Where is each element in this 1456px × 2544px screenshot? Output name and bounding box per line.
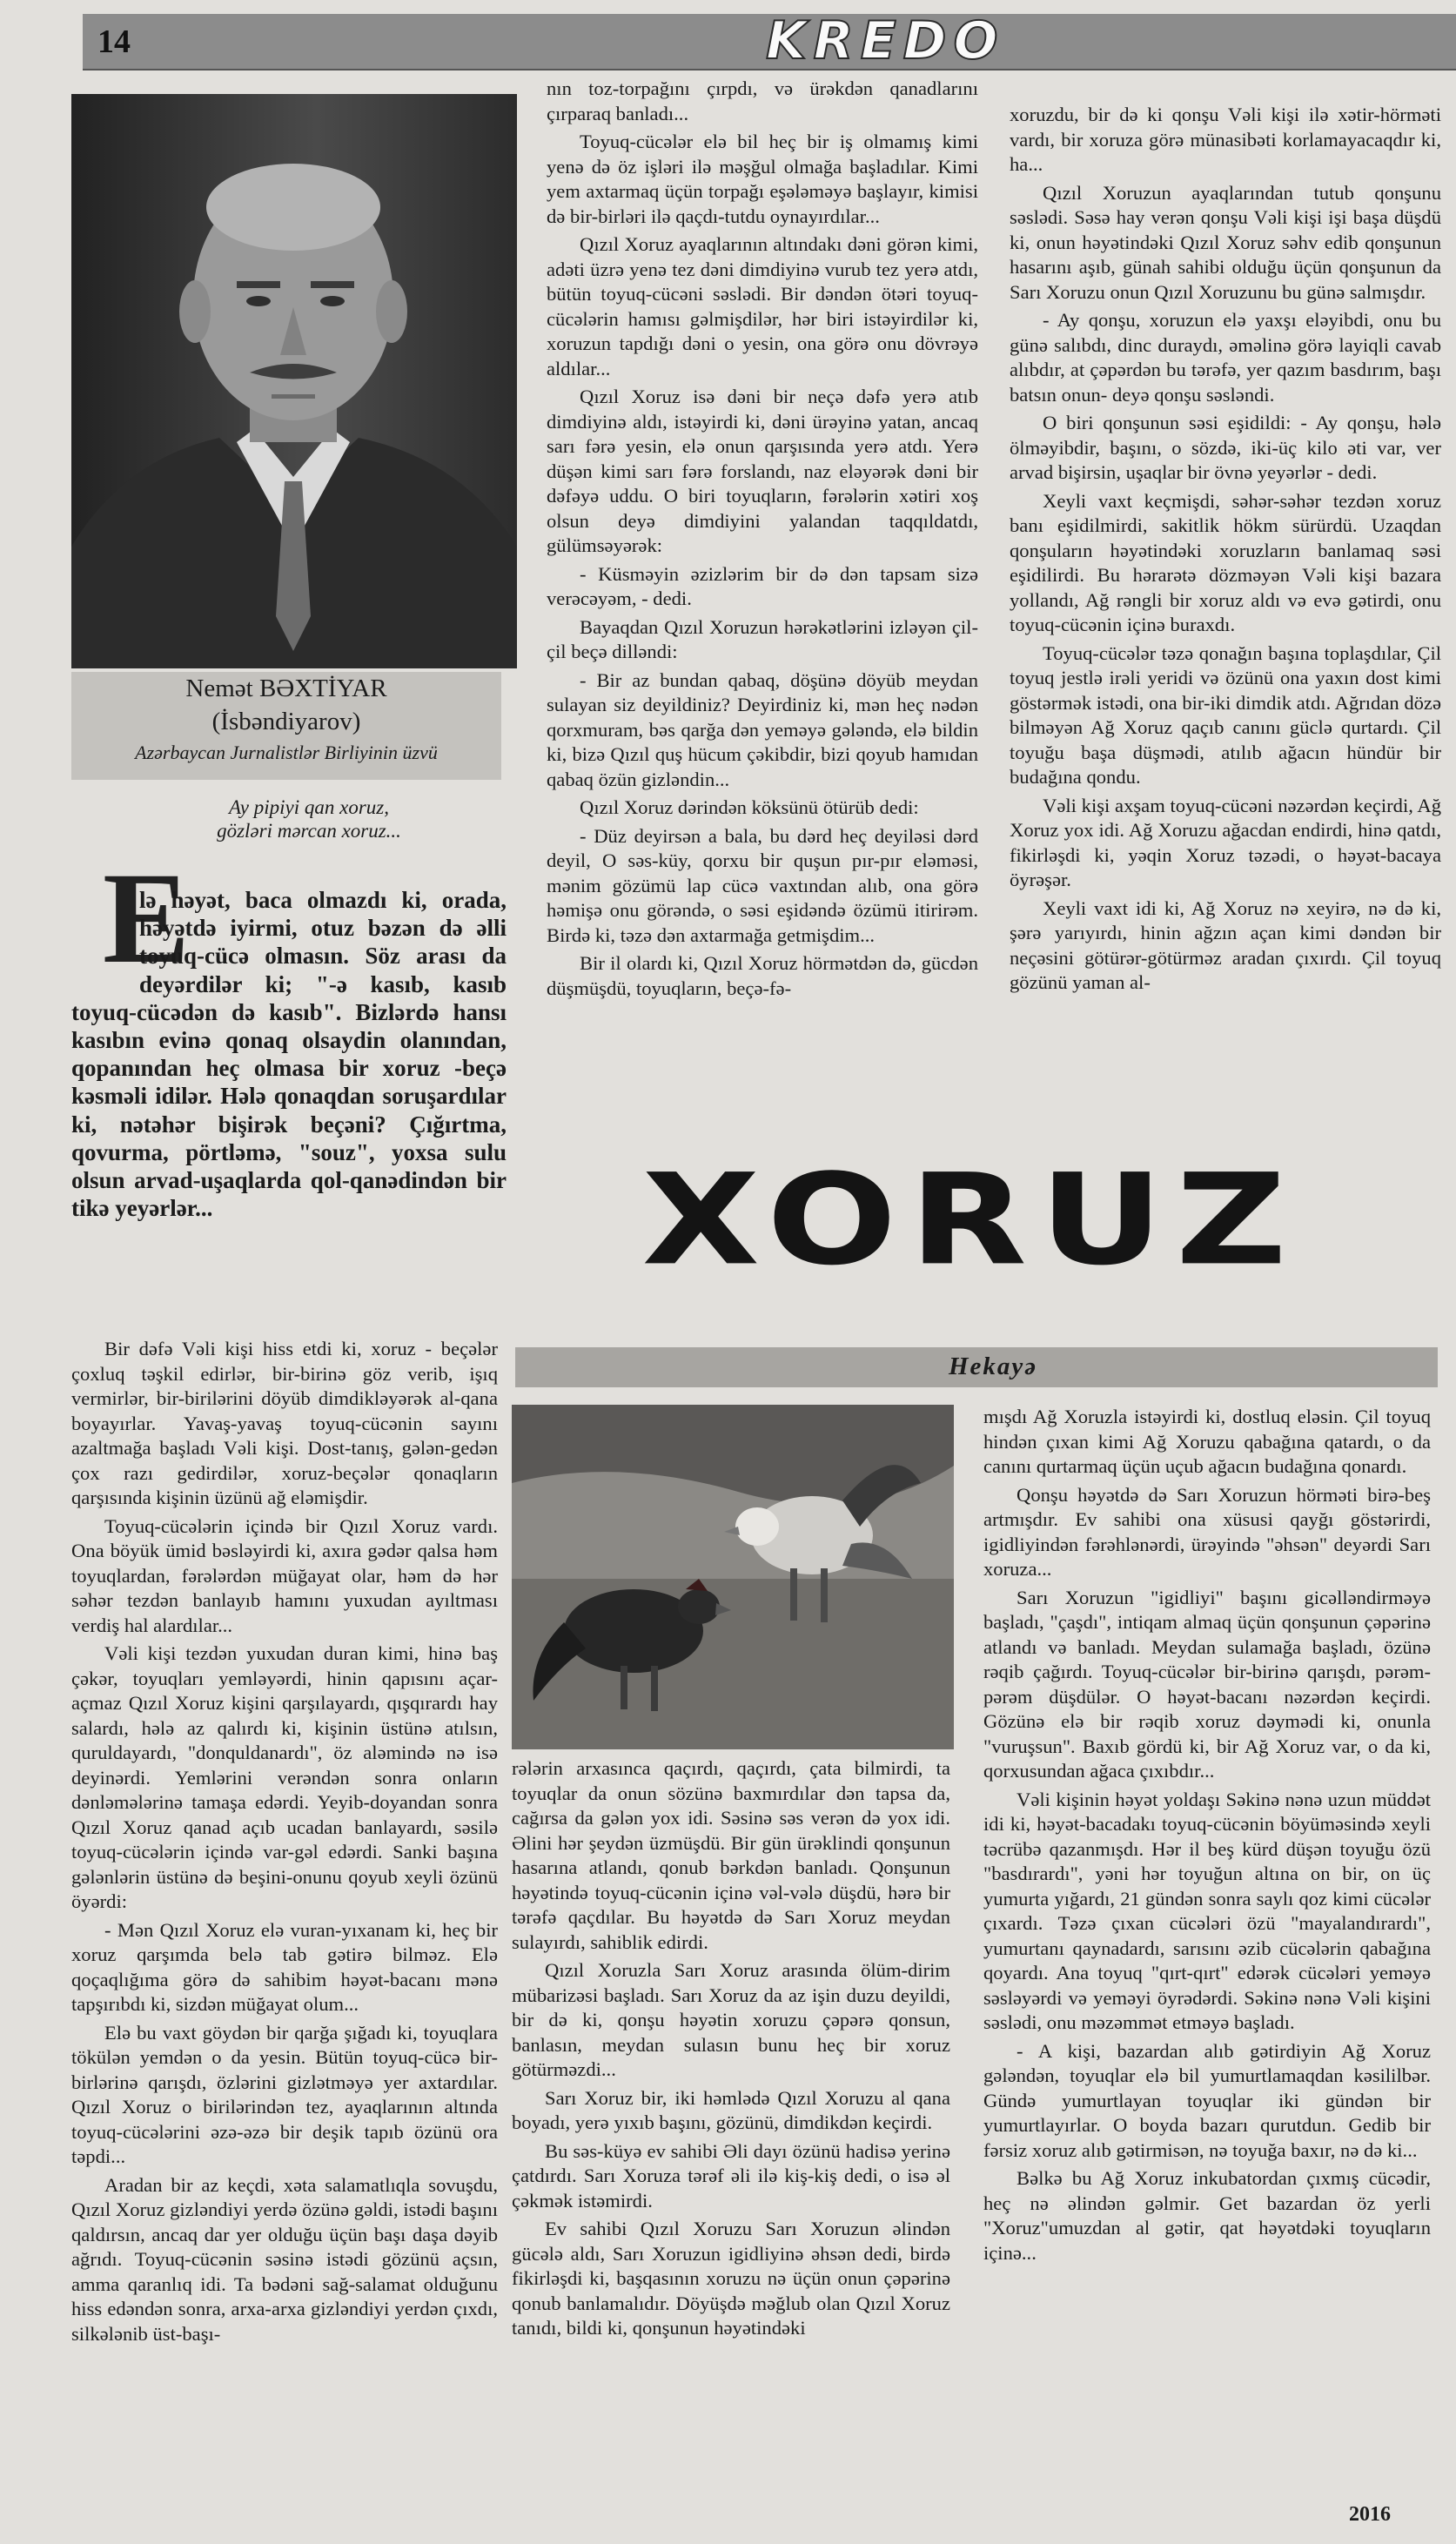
article-paragraph: Toyuq-cücələr elə bil heç bir iş olmamış kimi yenə də öz işləri ilə məşğul olmağa başladılar. Kimi yem axtarmaq üçün torpağı eşələməyə başlayır, kimisi də bir-birləri ilə qaçdı-tutdu oynayırdılar...: [547, 131, 978, 227]
article-paragraph: Vəli kişi axşam toyuq-cücəni nəzərdən keçirdi, Ağ Xoruz yox idi. Ağ Xoruzu ağacdan endirdi, hinə qatdı, fikirləşdi ki, yəqin Xoruz təzədi, o həyət-bacaya öyrəşər.: [1010, 794, 1441, 890]
article-paragraph: - Mən Qızıl Xoruz elə vuran-yıxanam ki, heç bir xoruz qarşımda belə tab gətirə bilməz. Elə qoçaqlığıma görə də sahibim həyət-bacanı mənə tapşırıbdı ki, sizdən müğayat olum...: [71, 1918, 498, 2015]
article-paragraph: Sarı Xoruzun "igidliyi" başını gicəlləndirməyə başladı, "çaşdı", intiqam almaq üçün qonşunun çəpərinə atlandı və banladı. Meydan sulamağa başladı, özünə rəqib çağırdı. Toyuq-cücələr bir-birinə qarışdı, pərəm-pərəm düşdülər. O həyət-bacanı nəzərdən keçirdi. Gözünə elə bir rəqib xoruz dəymədi ki, onunla "vuruşsun". Baxıb gördü ki, bir Ağ Xoruz var, o da ki, qorxusundan ağaca çıxıbdır...: [983, 1586, 1431, 1782]
footer-year: 2016: [1349, 2503, 1391, 2526]
author-alt-name: (İsbəndiyarov): [211, 708, 361, 735]
epigraph-line: gözləri mərcan xoruz...: [217, 820, 401, 842]
epigraph-line: Ay pipiyi qan xoruz,: [229, 796, 389, 818]
article-paragraph: mışdı Ağ Xoruzla istəyirdi ki, dostluq eləsin. Çil toyuq hindən çıxan kimi Ağ Xoruzu qabağına qatardı, o da canını qurtarmaq üçün uçub ağacın budağına qonardı.: [983, 1406, 1431, 1477]
article-column-2-bottom: [512, 1756, 950, 2496]
article-paragraph: Xeyli vaxt keçmişdi, səhər-səhər tezdən xoruz banı eşidilmirdi, sakitlik hökm sürürdü. Uzaqdan qonşuların həyətindəki xoruzların banlamaq səsi eşidilirdi. Bu hərarətə dözməyən Vəli kişi bazara yollandı, Ağ rəngli bir xoruz aldı və evə gətirdi, onu toyuq-cücənin içinə buraxdı.: [1010, 489, 1441, 635]
intro-paragraph: [71, 886, 507, 1222]
article-paragraph: Xeyli vaxt idi ki, Ağ Xoruz nə xeyirə, nə də ki, şərə yarıyırdı, hinin ağzın açan kimi dəndən bir neçəsini götürər-götürməz aradan çıxırdı. Çil toyuq gözünü yaman al-: [1010, 896, 1441, 993]
article-paragraph: - A kişi, bazardan alıb gətirdiyin Ağ Xoruz gələndən, toyuqlar elə bil yumurtlamaqdan kəsililbər. Gündə yumurtlayan toyuqlar iki gündən bir yumurtlayırlar. O boyda bazarı qurutdun. Gedib bir fərsiz xoruz alıb gətirmisən, nə toyuğa baxır, nə də ki...: [983, 2039, 1431, 2161]
article-paragraph: - Ay qonşu, xoruzun elə yaxşı eləyibdi, onu bu günə salıbdı, dinc duraydı, əməlinə görə layiqli cavab alıbdır, at çəpərdən bu tərəfə, yer qazım basdırım, başı batsın onun- deyə qonşu səsləndi.: [1010, 309, 1441, 406]
article-paragraph: nın toz-torpağını çırpdı, və ürəkdən qanadlarını çırparaq banladı...: [547, 77, 978, 124]
drop-cap: E: [103, 846, 191, 990]
article-paragraph: O biri qonşunun səsi eşidildi: - Ay qonşu, hələ ölməyibdir, başını, o sözdə, iki-üç kilo əti var, ver arvad bişirsin, uşaqlar bir övnə yeyərlər - dedi.: [1010, 412, 1441, 483]
fighting-roosters-photo: [512, 1405, 954, 1749]
author-portrait-icon: [71, 94, 517, 668]
article-column-1: [71, 1337, 498, 2494]
roosters-icon: [512, 1405, 954, 1749]
article-paragraph: Toyuq-cücələr təzə qonağın başına toplaşdılar, Çil toyuq jestlə irəli yeridi və özünü ona yaxın dost kimi göstərmək istədi, ona bir-iki dimdik atdı. Ağrıdan dözə bilməyən Ağ Xoruz qaçıb canını güclə qurtardı. Çil toyuğu başa düşmədi, atılıb ağacın hündür bir budağına qondu.: [1010, 641, 1441, 788]
article-paragraph: Qızıl Xoruz ayaqlarının altındakı dəni görən kimi, adəti üzrə yenə tez dəni dimdiyinə vurub tez yerə atdı, bütün toyuq-cücəni səslədi. Bir dəndən ötəri toyuq-cücələrin hamısı gəlmişdilər, hər biri istəyirdilər ki, xoruzun tapdığı dəni o yesin, ona görə onu dövrəyə aldılar...: [547, 233, 978, 379]
article-paragraph: Bəlkə bu Ağ Xoruz inkubatordan çıxmış cücədir, heç nə əlindən gəlmir. Get bazardan öz yerli "Xoruz"umuzdan al gətir, qat həyətdəki toyuqların içinə...: [983, 2167, 1431, 2264]
article-paragraph: Vəli kişi tezdən yuxudan duran kimi, hinə baş çəkər, toyuqları yemləyərdi, hinin qapısını açar-açmaz Qızıl Xoruz kişini qarşılayardı, qışqırardı hay salardı, hələ az qalırdı ki, kişinin üstünə atılsın, quruldayardı, "donquldanardı", öz aləmində nə isə deyinərdi. Yemlərini verəndən sonra onların dənləmələrinə tamaşa edərdi. Yeyib-doyandan sonra Qızıl Xoruz qanad açıb ucadan banlayardı, səsilə toyuq-cücələrin içində var-gəl edərdi. Sanki başına gələnlərin üstünə də beşini-onunu qoyub xeyli özünü öyərdi:: [71, 1642, 498, 1912]
author-name: Nemət BƏXTİYAR: [185, 675, 387, 702]
article-paragraph: Qızıl Xoruz dərindən köksünü ötürüb dedi:: [580, 796, 919, 818]
article-paragraph: - Bir az bundan qabaq, döşünə döyüb meydan sulayan siz deyildiniz? Deyirdiniz ki, mən heç nədən qorxmuram, bəs qarğa dən yeməyə gələndə, elə bildin ki, bizə Qızıl quş hücum çəkibdir, bizi qoyub hamıdan qabaq özün gizləndin...: [547, 668, 978, 790]
article-paragraph: Elə bu vaxt göydən bir qarğa şığadı ki, toyuqlara tökülən yemdən o da yesin. Bütün toyuq-cücə bir-birlərinə qarışdı, özlərini gizlətməyə yer axtardılar. Qızıl Xoruz o birilərindən tez, ayaqlarının altında toyuq-cücələrini əzə-əzə bir deşik tapıb özünü ora təpdi...: [71, 2021, 498, 2167]
article-paragraph: rələrin arxasınca qaçırdı, qaçırdı, çata bilmirdi, ta toyuqlar da onun sözünə baxmırdılar dən tapsa da, cağırsa da gələn yox idi. Səsinə səs verən də yox idi. Əlini hər şeydən üzmüşdü. Bir gün ürəklindi qonşunun hasarına atlandı, qonub bərkdən banladı. Qonşunun həyətində toyuq-cücənin içinə vəl-vələ düşdü, hərə bir tərəfə qaçdılar. Bu həyətdə də Sarı Xoruz meydan sulayırdı, sahiblik edirdi.: [512, 1757, 950, 1953]
article-paragraph: Bir dəfə Vəli kişi hiss etdi ki, xoruz - beçələr çoxluq təşkil edirlər, bir-birinə göz verib, işıq vermirlər, bir-birilərini döyüb dimdikləyərək al-qana boyayırlar. Yavaş-yavaş toyuq-cücənin sayını azaltmağa başladı Vəli kişi. Dost-tanış, gələn-gedən çox razı gedirdilər, xoruz-beçələr qonaqların qarşısında kişinin üzünü ağ eləmişdir.: [71, 1338, 498, 1508]
intro-text: lə həyət, baca olmazdı ki, orada, həyətdə iyirmi, otuz bəzən də əlli toyuq-cücə olmasın. Söz arası da deyərdilər ki; "-ə kasıb, kasıb toyuq-cücədən də kasıb". Bizlərdə hansı kasıbın evinə qonaq olsaydin olanından, qopanından heç olmasa bir xoruz -beçə kəsməli idilər. Hələ qonaqdan soruşardılar ki, nətəhər bişirək beçəni? Çığırtma, qovurma, pörtləmə, "souz", yoxsa sulu olsun arvad-uşaqlarda qol-qanədindən bir tikə yeyərlər...: [71, 887, 507, 1222]
article-paragraph: Qonşu həyətdə də Sarı Xoruzun hörməti birə-beş artmışdır. Ev sahibi ona xüsusi qayğı göstərirdi, igidliyindən fərəhlənərdi, ürəyində "əhsən" deyərdi Sarı xoruza...: [983, 1483, 1431, 1580]
article-column-2-top: [547, 77, 978, 1125]
article-paragraph: Toyuq-cücələrin içində bir Qızıl Xoruz vardı. Ona böyük ümid bəsləyirdi ki, axıra gədər qalsa həm toyuqlardan, fərələrdən müğayat olar, həm də hər səhər tezdən banlayıb hamını yuxudan ayıltması verdiş hal alardılar...: [71, 1514, 498, 1636]
article-paragraph: - Küsməyin əzizlərim bir də dən tapsam sizə verəcəyəm, - dedi.: [547, 562, 978, 609]
article-title: XORUZ: [641, 1146, 1299, 1293]
article-paragraph: xoruzdu, bir də ki qonşu Vəli kişi ilə xətir-hörməti vardı, bir xoruza görə münasibəti korlamayacaqdır ki, ha...: [1010, 104, 1441, 175]
dropcap-spacer: [71, 886, 139, 997]
article-paragraph: Qızıl Xoruz isə dəni bir neçə dəfə yerə atıb dimdiyinə aldı, istəyirdi ki, dəni ürəyinə yatan, ancaq sarı fərə yesin, elə onun qarşısında yerə atdı. Yerə düşən kimi sarı fərə forslandı, naz eləyərək dəni bir dəfəyə uddu. O biri toyuqların, fərələrin xətiri xoş olsun deyə dimdiyini yalandan taqqıldatdı, gülümsəyərək:: [547, 386, 978, 556]
article-paragraph: Qızıl Xoruzla Sarı Xoruz arasında ölüm-dirim mübarizəsi başladı. Sarı Xoruz da az işin duzu deyildi, bir də ki, qonşu həyətin xoruzu çəpərə qonsun, banlasın, meydan sulasın bunu heç bir xoruz götürməzdi...: [512, 1959, 950, 2080]
author-role: Azərbaycan Jurnalistlər Birliyinin üzvü: [135, 742, 438, 763]
article-paragraph: Qızıl Xoruzun ayaqlarından tutub qonşunu səslədi. Səsə hay verən qonşu Vəli kişi işi başa düşdü ki, onun həyətindəki Qızıl Xoruz səhv edib qonşunun hasarını aşıb, günah sahibi olduğu üçün qonşunun da Sarı Xoruzu onun Qızıl Xoruzunu bu günə salmışdır.: [1010, 181, 1441, 303]
article-column-3-top: [1010, 103, 1441, 1126]
article-paragraph: Bayaqdan Qızıl Xoruzun hərəkətlərini izləyən çil-çil beçə dilləndi:: [547, 615, 978, 662]
page-number: 14: [97, 23, 131, 60]
epigraph: [131, 795, 487, 842]
article-column-3-bottom: [983, 1405, 1431, 2496]
article-paragraph: Aradan bir az keçdi, xəta salamatlıqla sovuşdu, Qızıl Xoruz gizləndiyi yerdə özünə gəldi, istədi başını qaldırsın, ancaq dar yer olduğu üçün başı daşa dəyib ağrıdı. Toyuq-cücənin səsinə istədi gözünü açsın, amma qaranlıq idi. Ta bədəni sağ-salamat olduğunu hiss edəndən sonra, arxa-arxa gizləndiyi yerdən çıxdı, silkələnib üst-başı-: [71, 2173, 498, 2345]
masthead-logo: KREDO: [766, 10, 1005, 71]
article-paragraph: Sarı Xoruz bir, iki həmlədə Qızıl Xoruzu al qana boyadı, yerə yıxıb başını, gözünü, dimdikdən keçirdi.: [512, 2086, 950, 2133]
author-portrait-photo: [71, 94, 517, 668]
genre-label: Hekayə: [949, 1353, 1038, 1380]
article-paragraph: Vəli kişinin həyət yoldaşı Səkinə nənə uzun müddət idi ki, həyət-bacadakı toyuq-cücənin böyüməsində xeyli təcrübə qazanmışdı. Hər il beş kürd düşən toyuğu özü "basdırardı", yəni hər toyuğun altına on bir, on üç yumurta yığardı, 21 gündən sonra saylı qoz kimi cücələr çıxardı. Təzə çıxan cücələri özü "mayalandırardı", yumurtanı qaynadardı, sarısını əzib cücələrin qabağına qoyardı. Ana toyuq "qırt-qırt" edərək cücələri yeməyə səsləyərdi və yeməyi öyrədərdi. Səkinə nənə Vəli kişini səslədi, onu məzəmmət etməyə başladı.: [983, 1788, 1431, 2033]
article-paragraph: Ev sahibi Qızıl Xoruzu Sarı Xoruzun əlindən gücələ aldı, Sarı Xoruzun igidliyinə əhsən dedi, birdə fikirləşdi ki, başqasının xoruzu nə üçün onun çəpərinə qonub banlamalıdır. Döyüşdə məğlub olan Qızıl Xoruz tanıdı, bildi ki, qonşunun həyətindəki: [512, 2218, 950, 2339]
article-paragraph: Bir il olardı ki, Qızıl Xoruz hörmətdən də, gücdən düşmüşdü, toyuqların, beçə-fə-: [547, 952, 978, 999]
article-paragraph: - Düz deyirsən a bala, bu dərd heç deyiləsi dərd deyil, O səs-küy, qorxu bir quşun pır-pır eləməsi, mənim gözümü lap cücə vaxtından alıb, ona görə həmişə onu görəndə, o səsi eşidəndə özümü itirirəm. Birdə ki, təzə dən axtarmağa getmişdim...: [547, 824, 978, 946]
article-paragraph: Bu səs-küyə ev sahibi Əli dayı özünü hadisə yerinə çatdırdı. Sarı Xoruza tərəf əli ilə kiş-kiş dedi, o isə əl çəkmək istəmirdi.: [512, 2139, 950, 2212]
